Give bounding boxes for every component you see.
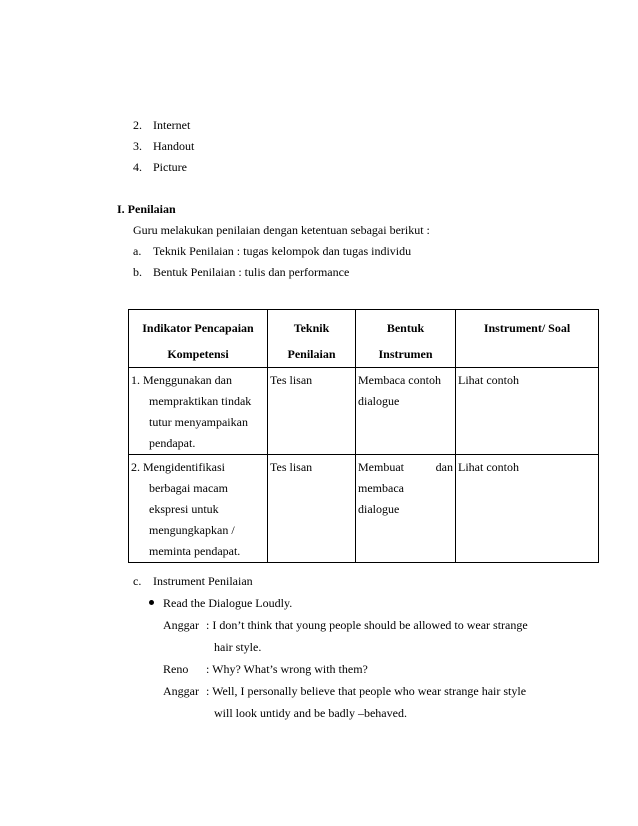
dialogue-speaker: Reno — [163, 662, 189, 676]
list-item-text: Picture — [153, 160, 187, 174]
list-item-text: Internet — [153, 118, 191, 132]
cell-indikator: 1. Menggunakan dan mempraktikan tindak tutur menyampaikan pendapat. — [129, 368, 268, 455]
dialogue-line: : I don’t think that young people should be allowed to wear strange — [206, 618, 528, 632]
list-number: a. — [133, 244, 142, 258]
header-soal: Instrument/ Soal — [456, 310, 599, 368]
cell-bentuk: Membaca contoh dialogue — [356, 368, 456, 455]
list-number: b. — [133, 265, 142, 279]
assessment-table — [128, 309, 599, 563]
cell-bentuk: Membuat dan membaca dialogue — [356, 455, 456, 563]
section-heading: I. Penilaian — [117, 202, 176, 216]
cell-indikator: 2. Mengidentifikasi berbagai macam ekspresi untuk mengungkapkan / meminta pendapat. — [129, 455, 268, 563]
bullet-icon — [149, 600, 154, 605]
table-row — [129, 368, 599, 455]
list-item-text: Handout — [153, 139, 195, 153]
instrument-heading: Instrument Penilaian — [153, 574, 253, 588]
dialogue-line: hair style. — [214, 640, 262, 654]
dialogue-speaker: Anggar — [163, 618, 199, 632]
cell-teknik: Tes lisan — [268, 455, 356, 563]
list-number: 3. — [133, 139, 142, 153]
table-header-row — [129, 310, 599, 368]
dialogue-line: : Well, I personally believe that people who wear strange hair style — [206, 684, 527, 698]
list-number: 4. — [133, 160, 142, 174]
bullet-text: Read the Dialogue Loudly. — [163, 596, 293, 610]
table-row — [129, 455, 599, 563]
header-indikator: Indikator Pencapaian Kompetensi — [129, 310, 268, 368]
cell-soal: Lihat contoh — [456, 368, 599, 455]
header-teknik: Teknik Penilaian — [268, 310, 356, 368]
list-number: 2. — [133, 118, 142, 132]
header-bentuk: Bentuk Instrumen — [356, 310, 456, 368]
list-item-text: Teknik Penilaian : tugas kelompok dan tugas individu — [153, 244, 412, 258]
list-number: c. — [133, 574, 142, 588]
cell-soal: Lihat contoh — [456, 455, 599, 563]
dialogue-line: will look untidy and be badly –behaved. — [214, 706, 407, 720]
dialogue-line: : Why? What’s wrong with them? — [206, 662, 368, 676]
cell-teknik: Tes lisan — [268, 368, 356, 455]
section-intro: Guru melakukan penilaian dengan ketentuan sebagai berikut : — [133, 223, 430, 237]
dialogue-speaker: Anggar — [163, 684, 199, 698]
list-item-text: Bentuk Penilaian : tulis dan performance — [153, 265, 350, 279]
